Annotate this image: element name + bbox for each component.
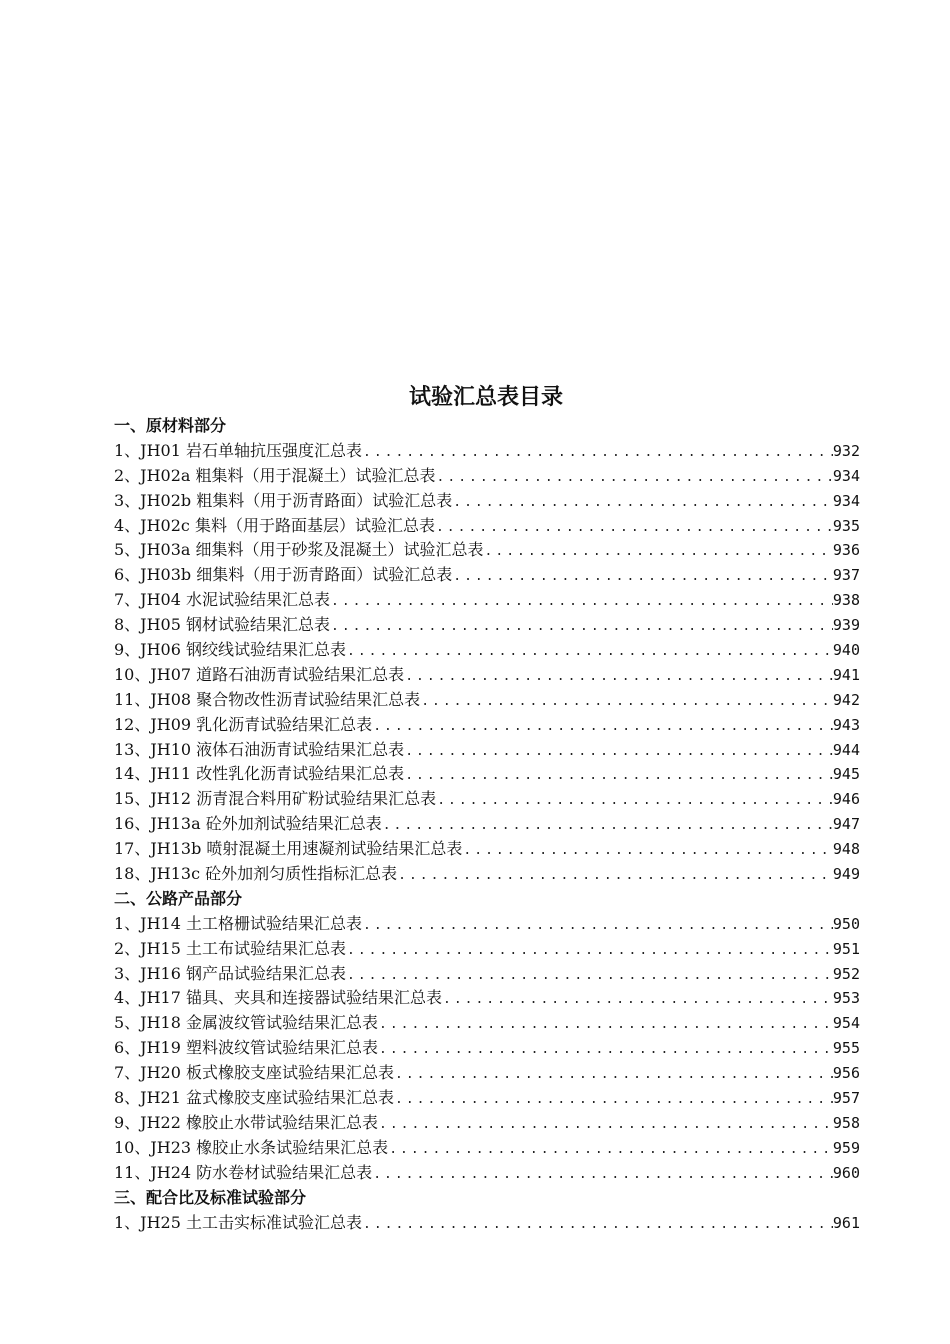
dot-leader <box>436 789 833 814</box>
toc-entry[interactable] <box>114 514 860 539</box>
entry-label: 4、JH02c 集料（用于路面基层）试验汇总表 <box>114 515 435 535</box>
entry-label: 10、JH07 道路石油沥青试验结果汇总表 <box>114 664 405 684</box>
entry-label: 11、JH08 聚合物改性沥青试验结果汇总表 <box>114 689 421 709</box>
entry-label: 14、JH11 改性乳化沥青试验结果汇总表 <box>114 764 405 784</box>
toc-entry[interactable] <box>114 738 860 763</box>
entry-page-number: 950 <box>832 914 860 933</box>
dot-leader <box>484 540 833 565</box>
entry-label: 8、JH21 盆式橡胶支座试验结果汇总表 <box>114 1088 394 1108</box>
dot-leader <box>362 441 833 466</box>
entry-label: 3、JH02b 粗集料（用于沥青路面）试验汇总表 <box>114 490 453 510</box>
entry-page-number: 934 <box>832 491 860 510</box>
dot-leader <box>378 1113 833 1138</box>
entry-page-number: 947 <box>832 815 860 834</box>
dot-leader <box>346 939 833 964</box>
toc-entry[interactable] <box>114 688 860 713</box>
dot-leader <box>404 764 833 789</box>
entry-page-number: 940 <box>832 641 860 660</box>
entry-page-number: 938 <box>832 591 860 610</box>
toc-entry[interactable] <box>114 464 860 489</box>
toc-entry[interactable] <box>114 1086 860 1111</box>
toc-entry[interactable] <box>114 588 860 613</box>
dot-leader <box>346 964 833 989</box>
entry-label: 15、JH12 沥青混合料用矿粉试验结果汇总表 <box>114 789 437 809</box>
entry-label: 7、JH20 板式橡胶支座试验结果汇总表 <box>114 1063 394 1083</box>
dot-leader <box>382 814 833 839</box>
entry-label: 1、JH01 岩石单轴抗压强度汇总表 <box>114 440 362 460</box>
toc-entry[interactable] <box>114 613 860 638</box>
dot-leader <box>436 466 833 491</box>
entry-label: 2、JH15 土工布试验结果汇总表 <box>114 938 346 958</box>
entry-label: 12、JH09 乳化沥青试验结果汇总表 <box>114 714 373 734</box>
entry-page-number: 953 <box>832 989 860 1008</box>
entry-page-number: 952 <box>832 964 860 983</box>
entry-page-number: 951 <box>832 939 860 958</box>
entry-label: 5、JH03a 细集料（用于砂浆及混凝土）试验汇总表 <box>114 540 484 560</box>
toc-entry[interactable] <box>114 912 860 937</box>
entry-label: 6、JH03b 细集料（用于沥青路面）试验汇总表 <box>114 565 453 585</box>
dot-leader <box>388 1138 833 1163</box>
entry-page-number: 960 <box>832 1163 860 1182</box>
entry-label: 2、JH02a 粗集料（用于混凝土）试验汇总表 <box>114 465 436 485</box>
dot-leader <box>420 690 833 715</box>
entry-page-number: 961 <box>832 1213 860 1232</box>
toc-entry[interactable] <box>114 638 860 663</box>
section-raw-materials <box>0 414 950 887</box>
entry-label: 5、JH18 金属波纹管试验结果汇总表 <box>114 1013 378 1033</box>
section-heading: 一、原材料部分 <box>114 416 227 435</box>
toc-entry[interactable] <box>114 439 860 464</box>
entry-page-number: 934 <box>832 466 860 485</box>
entry-page-number: 955 <box>832 1039 860 1058</box>
section-mix-proportion <box>0 1186 950 1236</box>
dot-leader <box>452 491 833 516</box>
toc-entry[interactable] <box>114 986 860 1011</box>
dot-leader <box>462 839 832 864</box>
entry-page-number: 937 <box>832 566 860 585</box>
toc-entry[interactable] <box>114 1061 860 1086</box>
entry-page-number: 943 <box>832 715 860 734</box>
entry-page-number: 956 <box>832 1064 860 1083</box>
entry-label: 18、JH13c 砼外加剂匀质性指标汇总表 <box>114 864 398 884</box>
entry-page-number: 932 <box>832 441 860 460</box>
entry-page-number: 936 <box>832 541 860 560</box>
entry-label: 3、JH16 钢产品试验结果汇总表 <box>114 963 346 983</box>
toc-entry[interactable] <box>114 713 860 738</box>
entry-label: 16、JH13a 砼外加剂试验结果汇总表 <box>114 814 382 834</box>
dot-leader <box>362 914 833 939</box>
toc-entry[interactable] <box>114 762 860 787</box>
entry-label: 9、JH22 橡胶止水带试验结果汇总表 <box>114 1112 378 1132</box>
dot-leader <box>330 615 833 640</box>
entry-label: 8、JH05 钢材试验结果汇总表 <box>114 615 330 635</box>
entry-page-number: 954 <box>832 1014 860 1033</box>
toc-entry[interactable] <box>114 1111 860 1136</box>
dot-leader <box>435 516 833 541</box>
entry-page-number: 935 <box>832 516 860 535</box>
toc-entry[interactable] <box>114 1011 860 1036</box>
entry-page-number: 939 <box>832 616 860 635</box>
dot-leader <box>452 565 833 590</box>
dot-leader <box>404 665 833 690</box>
toc-entry[interactable] <box>114 1211 860 1236</box>
dot-leader <box>442 988 833 1013</box>
dot-leader <box>404 740 833 765</box>
entry-page-number: 945 <box>832 765 860 784</box>
dot-leader <box>394 1063 833 1088</box>
toc-entry[interactable] <box>114 862 860 887</box>
toc-entry[interactable] <box>114 1136 860 1161</box>
entry-label: 4、JH17 锚具、夹具和连接器试验结果汇总表 <box>114 988 442 1008</box>
toc-entry[interactable] <box>114 837 860 862</box>
entry-page-number: 946 <box>832 790 860 809</box>
entry-label: 1、JH14 土工格栅试验结果汇总表 <box>114 913 362 933</box>
entry-page-number: 942 <box>832 690 860 709</box>
toc-entry[interactable] <box>114 962 860 987</box>
toc-entry[interactable] <box>114 1161 860 1186</box>
section-heading: 二、公路产品部分 <box>114 888 243 908</box>
entry-page-number: 948 <box>832 840 860 859</box>
entry-label: 17、JH13b 喷射混凝土用速凝剂试验结果汇总表 <box>114 839 463 859</box>
toc-entry[interactable] <box>114 563 860 588</box>
entry-page-number: 957 <box>832 1089 860 1108</box>
toc-entry[interactable] <box>114 787 860 812</box>
entry-label: 6、JH19 塑料波纹管试验结果汇总表 <box>114 1038 378 1058</box>
section-heading: 三、配合比及标准试验部分 <box>114 1187 307 1207</box>
dot-leader <box>397 864 833 889</box>
page-title: 试验汇总表目录 <box>408 384 563 410</box>
dot-leader <box>372 715 833 740</box>
table-of-contents <box>0 380 950 1235</box>
toc-entry[interactable] <box>114 663 860 688</box>
entry-page-number: 958 <box>832 1113 860 1132</box>
entry-page-number: 949 <box>832 865 860 884</box>
toc-entry[interactable] <box>114 489 860 514</box>
entry-label: 7、JH04 水泥试验结果汇总表 <box>114 590 330 610</box>
entry-label: 13、JH10 液体石油沥青试验结果汇总表 <box>114 739 405 759</box>
entry-label: 1、JH25 土工击实标准试验汇总表 <box>114 1212 362 1232</box>
entry-label: 10、JH23 橡胶止水条试验结果汇总表 <box>114 1137 389 1157</box>
dot-leader <box>378 1038 833 1063</box>
toc-entry[interactable] <box>114 538 860 563</box>
toc-entry[interactable] <box>114 937 860 962</box>
dot-leader <box>394 1088 833 1113</box>
dot-leader <box>362 1213 833 1238</box>
entry-page-number: 959 <box>832 1138 860 1157</box>
toc-entry[interactable] <box>114 812 860 837</box>
entry-label: 11、JH24 防水卷材试验结果汇总表 <box>114 1162 373 1182</box>
entry-page-number: 941 <box>832 665 860 684</box>
section-highway-products <box>0 887 950 1186</box>
dot-leader <box>330 590 833 615</box>
entry-label: 9、JH06 钢绞线试验结果汇总表 <box>114 640 346 660</box>
toc-entry[interactable] <box>114 1036 860 1061</box>
entry-page-number: 944 <box>832 740 860 759</box>
dot-leader <box>378 1013 833 1038</box>
dot-leader <box>346 640 833 665</box>
dot-leader <box>372 1163 833 1188</box>
